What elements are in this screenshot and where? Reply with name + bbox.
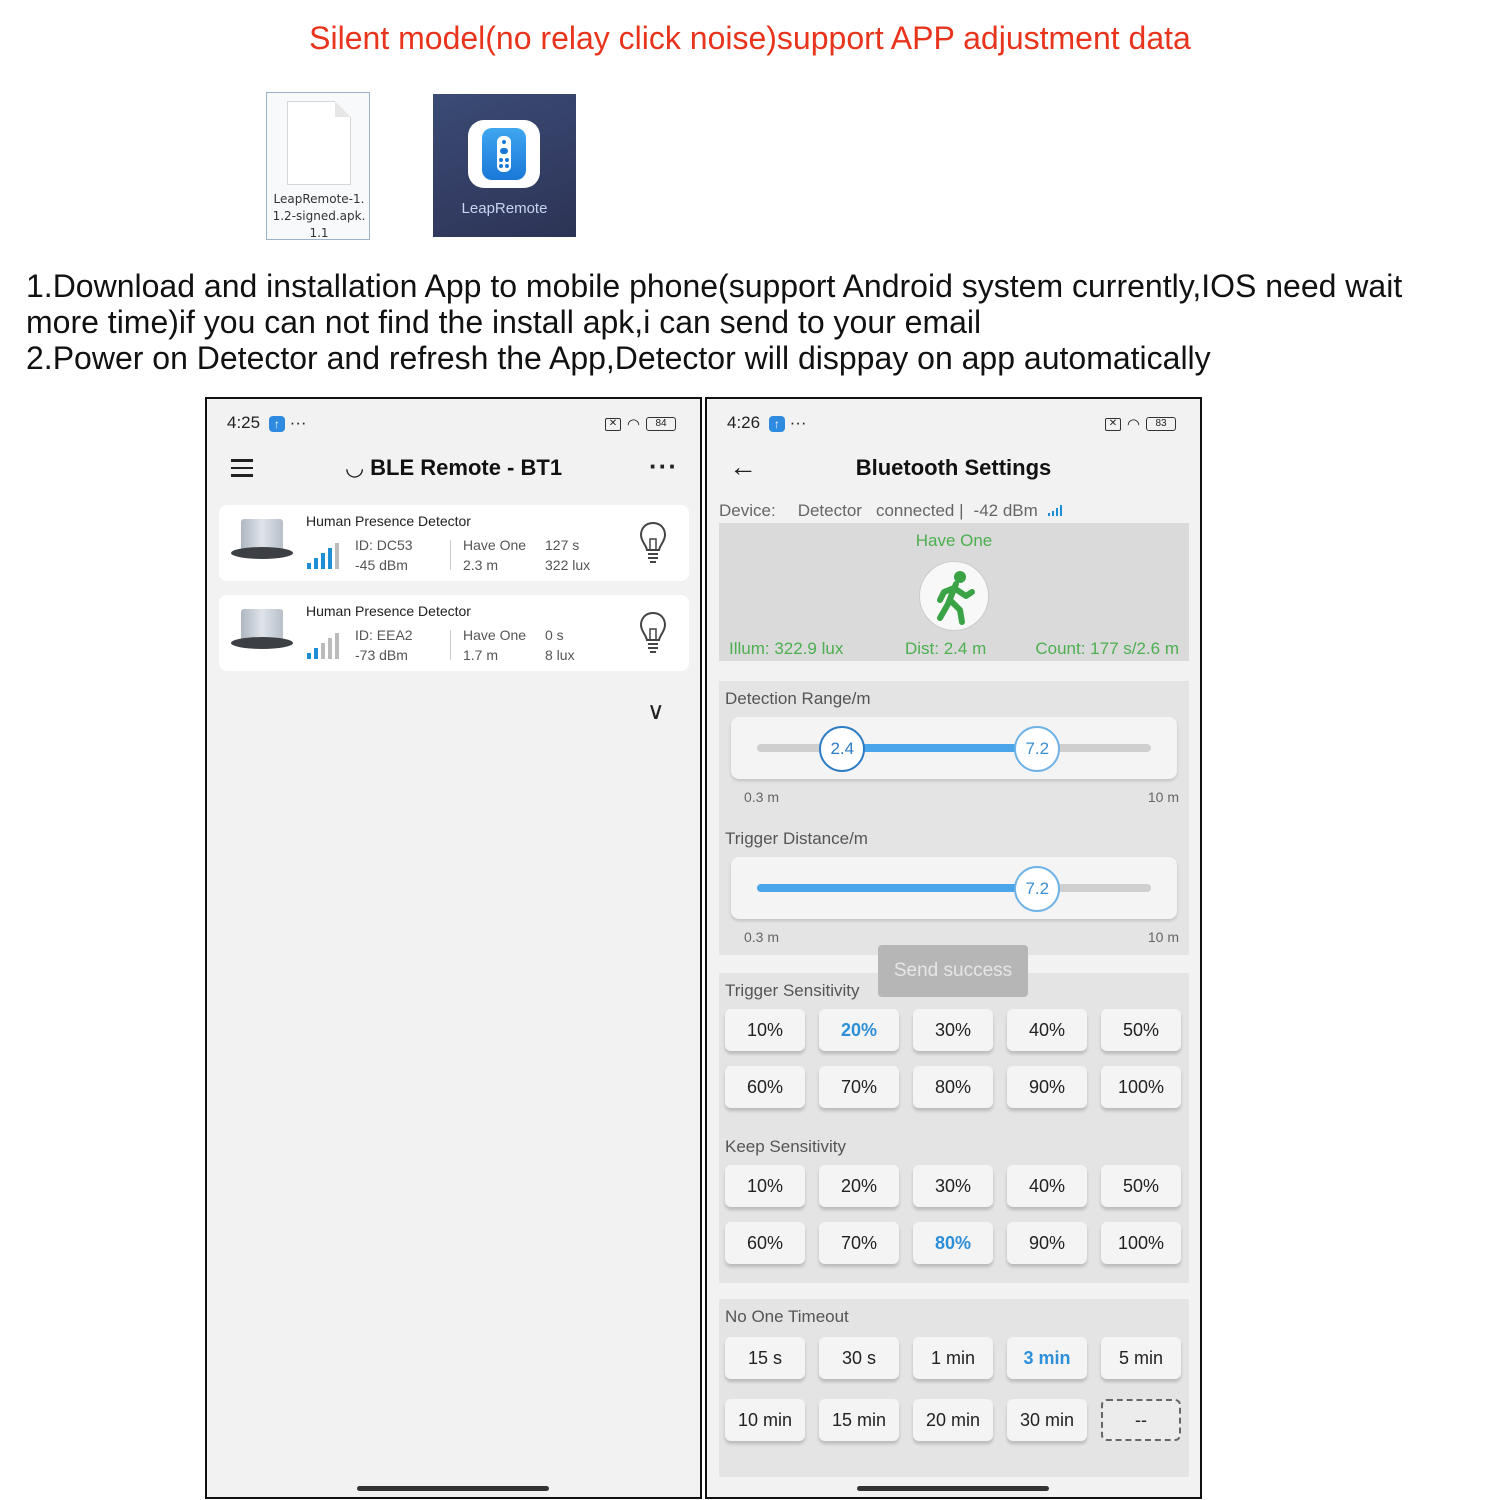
app-bar [207,449,700,489]
device-card[interactable] [219,505,689,581]
detector-image [231,519,293,565]
option-button[interactable]: 30 min [1007,1399,1087,1441]
back-arrow-icon[interactable]: ← [729,451,757,482]
slider-max-label: 10 m [1147,929,1179,945]
walking-person-icon [919,561,989,631]
light-bulb-icon[interactable] [639,521,667,563]
headline: Silent model(no relay click noise)support APP adjustment data [309,20,1191,56]
light-bulb-icon[interactable] [639,611,667,653]
apk-file-icon[interactable] [266,92,370,240]
device-info-line [719,501,1084,521]
presence-status: Have One [915,531,993,550]
device-name: Human Presence Detector [306,603,471,619]
upload-icon: ↑ [769,416,785,432]
detector-image [231,609,293,655]
slider-fill [757,884,1037,892]
option-button[interactable]: 30% [913,1009,993,1051]
no-sim-icon: ✕ [605,418,621,431]
keep-sensitivity-options [725,1165,1185,1285]
signal-strength-icon [307,633,341,659]
sensitivity-panel [719,973,1189,1283]
option-button[interactable]: 10% [725,1009,805,1051]
option-button[interactable]: 40% [1007,1165,1087,1207]
presence-distance: 1.7 m [463,647,499,663]
option-button[interactable]: 100% [1101,1222,1181,1264]
app-bar [707,449,1200,489]
status-time: 4:25 [227,413,261,432]
option-button[interactable]: 20 min [913,1399,993,1441]
device-label: Device: [719,501,776,520]
option-button[interactable]: 60% [725,1222,805,1264]
section-label: Trigger Distance/m [725,829,868,848]
option-button[interactable]: 90% [1007,1066,1087,1108]
apk-file-name-line: 1.1 [309,226,329,240]
slider-thumb-low[interactable]: 2.4 [819,726,865,772]
status-bar-left [727,413,807,433]
presence-status: Have One [463,627,527,643]
phone-screen-bluetooth-settings [705,397,1202,1499]
device-id: ID: DC53 [355,537,413,553]
option-button[interactable]: 30% [913,1165,993,1207]
status-dots: ··· [789,413,807,432]
home-indicator[interactable] [857,1486,1049,1491]
live-status-panel [719,523,1189,661]
option-button[interactable]: 10 min [725,1399,805,1441]
loading-spinner-icon: ◡ [344,455,365,480]
slider-thumb-high[interactable]: 7.2 [1014,726,1060,772]
chevron-down-icon[interactable]: ∨ [647,698,665,725]
status-bar-right [1105,415,1176,433]
presence-count: 127 s [545,537,580,553]
detection-range-slider[interactable] [731,717,1177,779]
option-button[interactable]: 90% [1007,1222,1087,1264]
signal-strength-icon [1048,501,1062,511]
signal-strength-icon [307,543,341,569]
option-button[interactable]: 3 min [1007,1337,1087,1379]
option-button[interactable]: 1 min [913,1337,993,1379]
distance-readout: Dist: 2.4 m [905,639,987,658]
upload-icon: ↑ [269,416,285,432]
battery-icon: 83 [1146,417,1176,431]
section-label: Detection Range/m [725,689,871,708]
option-button[interactable]: 30 s [819,1337,899,1379]
instruction-line: more time)if you can not find the install apk,i can send to your email [26,304,982,340]
page-title: Bluetooth Settings [855,455,1052,480]
option-button[interactable]: 15 min [819,1399,899,1441]
slider-max-label: 10 m [1147,789,1179,805]
count-readout: Count: 177 s/2.6 m [1035,639,1179,658]
status-bar-right [605,415,676,433]
illuminance: 322 lux [545,557,591,573]
status-dots: ··· [289,413,307,432]
illuminance: 8 lux [545,647,575,663]
option-button[interactable]: 70% [819,1222,899,1264]
divider [450,630,451,660]
instruction-line: 1.Download and installation App to mobile phone(support Android system currently,IOS need wait [26,268,1403,304]
presence-distance: 2.3 m [463,557,499,573]
option-button[interactable]: 80% [913,1066,993,1108]
slider-min-label: 0.3 m [744,929,780,945]
status-time: 4:26 [727,413,761,432]
option-button[interactable]: 100% [1101,1066,1181,1108]
apk-file-name-line: 1.2-signed.apk. [272,209,366,223]
presence-count: 0 s [545,627,564,643]
device-rssi: -42 dBm [973,501,1038,520]
status-bar-left [227,413,307,433]
wifi-icon: ◠ [626,416,640,433]
device-name: Detector [797,501,862,520]
option-button[interactable]: 15 s [725,1337,805,1379]
wifi-icon: ◠ [1126,416,1140,433]
slider-fill [842,744,1037,752]
page-title-text: BLE Remote - BT1 [370,455,563,480]
no-sim-icon: ✕ [1105,418,1121,431]
slider-thumb[interactable]: 7.2 [1014,866,1060,912]
connection-state: connected | [875,501,964,520]
divider [450,540,451,570]
presence-status: Have One [463,537,527,553]
instruction-line: 2.Power on Detector and refresh the App,Detector will disppay on app automatically [26,340,1211,376]
device-name: Human Presence Detector [306,513,471,529]
page-title [207,455,700,481]
option-button[interactable]: 60% [725,1066,805,1108]
no-one-timeout-options [725,1337,1185,1467]
device-id: ID: EEA2 [355,627,413,643]
option-button[interactable]: 50% [1101,1009,1181,1051]
document-icon [287,101,351,185]
option-button[interactable]: 20% [819,1009,899,1051]
slider-min-label: 0.3 m [744,789,780,805]
timeout-panel [719,1299,1189,1477]
option-button[interactable]: 70% [819,1066,899,1108]
more-options-icon[interactable]: ··· [649,451,678,481]
option-button[interactable]: 40% [1007,1009,1087,1051]
device-card[interactable] [219,595,689,671]
option-button[interactable]: 20% [819,1165,899,1207]
option-button[interactable]: 50% [1101,1165,1181,1207]
option-button[interactable]: 5 min [1101,1337,1181,1379]
option-button[interactable]: 10% [725,1165,805,1207]
apk-file-name-line: LeapRemote-1. [273,192,365,206]
app-icon-tile[interactable] [433,94,576,237]
section-label: No One Timeout [725,1307,849,1326]
illuminance-readout: Illum: 322.9 lux [729,639,844,658]
section-label: Keep Sensitivity [725,1137,846,1156]
section-label: Trigger Sensitivity [725,981,860,1000]
toast-message: Send success [878,945,1028,997]
trigger-sensitivity-options [725,1009,1185,1129]
trigger-distance-slider[interactable] [731,857,1177,919]
option-button[interactable]: -- [1101,1399,1181,1441]
device-rssi: -73 dBm [355,647,408,663]
home-indicator[interactable] [357,1486,549,1491]
device-rssi: -45 dBm [355,557,408,573]
option-button[interactable]: 80% [913,1222,993,1264]
apk-file-name [269,191,369,242]
distance-settings-panel [719,681,1189,955]
remote-app-icon [468,120,540,188]
battery-icon: 84 [646,417,676,431]
phone-screen-device-list [205,397,702,1499]
app-icon-label: LeapRemote [461,200,548,217]
